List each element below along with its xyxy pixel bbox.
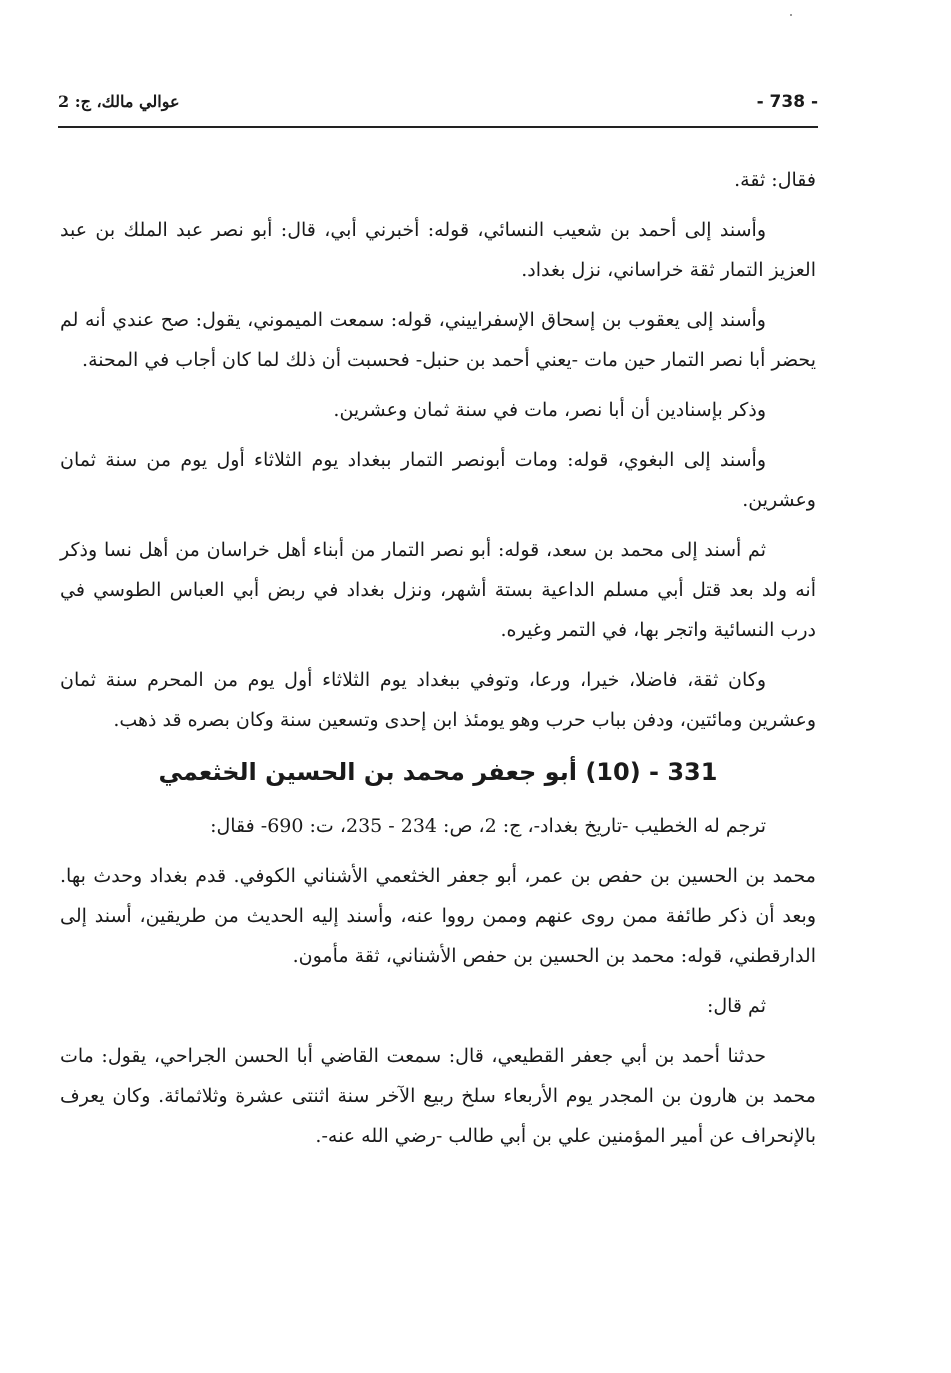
running-book-title: عوالي مالك، ج: 2: [58, 92, 180, 111]
page-header: [58, 90, 818, 124]
paragraph: حدثنا أحمد بن أبي جعفر القطيعي، قال: سمعت القاضي أبا الحسن الجراحي، يقول: مات محمد بن هارون بن المجدر يوم الأربعاء سلخ ربيع الآخر سنة اثنتى عشرة وثلاثمائة. وكان يعرف بالإنحراف عن أمير المؤمنين علي بن أبي طالب -رضي الله عنه-.: [60, 1045, 816, 1147]
paragraph: وأسند إلى البغوي، قوله: ومات أبونصر التمار ببغداد يوم الثلاثاء أول يوم من سنة ثمان وعشرين.: [60, 449, 816, 511]
paragraph: وكان ثقة، فاضلا، خيرا، ورعا، وتوفي ببغداد يوم الثلاثاء أول يوم من المحرم سنة ثمان وعشرين ومائتين، ودفن بباب حرب وهو يومئذ ابن إحدى وتسعين سنة وكان بصره قد ذهب.: [60, 669, 816, 731]
entry-heading: [60, 750, 816, 794]
entry-citation: ترجم له الخطيب -تاريخ بغداد-، ج: 2، ص: 234 - 235، ت: 690- فقال:: [210, 815, 766, 837]
page-number: - 738 -: [756, 92, 818, 112]
entry-number: 331: [667, 758, 718, 786]
paragraph: ثم قال:: [706, 995, 766, 1017]
page-body: [60, 160, 816, 1166]
paragraph: محمد بن الحسين بن حفص بن عمر، أبو جعفر الخثعمي الأشناني الكوفي. قدم بغداد وحدث بها. وبعد أن ذكر طائفة ممن روى عنهم وممن رووا عنه، وأسند إليه الحديث من طريقين، أسند إلى الدارقطني، قوله: محمد بن الحسين بن حفص الأشناني، ثقة مأمون.: [60, 865, 816, 967]
paragraph: وأسند إلى يعقوب بن إسحاق الإسفراييني، قوله: سمعت الميموني، يقول: صح عندي أنه لم يحضر أبا نصر التمار حين مات -يعني أحمد بن حنبل- فحسبت أن ذلك لما كان أجاب في المحنة.: [60, 309, 816, 371]
paragraph: وذكر بإسنادين أن أبا نصر، مات في سنة ثمان وعشرين.: [333, 399, 766, 421]
paragraph: ثم أسند إلى محمد بن سعد، قوله: أبو نصر التمار من أبناء أهل خراسان من أهل نسا وذكر أنه ولد بعد قتل أبي مسلم الداعية بستة أشهر، ونزل بغداد في ربض أبي العباس الطوسي في درب النسائية واتجر بها، في التمر وغيره.: [60, 539, 816, 641]
header-rule: [58, 126, 818, 128]
paragraph: وأسند إلى أحمد بن شعيب النسائي، قوله: أخبرني أبي، قال: أبو نصر عبد الملك بن عبد العزيز التمار ثقة خراساني، نزل بغداد.: [60, 219, 816, 281]
entry-name: أبو جعفر محمد بن الحسين الخثعمي: [158, 758, 577, 786]
paragraph: فقال: ثقة.: [734, 169, 816, 191]
entry-dash: -: [640, 758, 659, 786]
scan-speck: [790, 14, 792, 16]
entry-sub-number: (10): [585, 758, 641, 786]
